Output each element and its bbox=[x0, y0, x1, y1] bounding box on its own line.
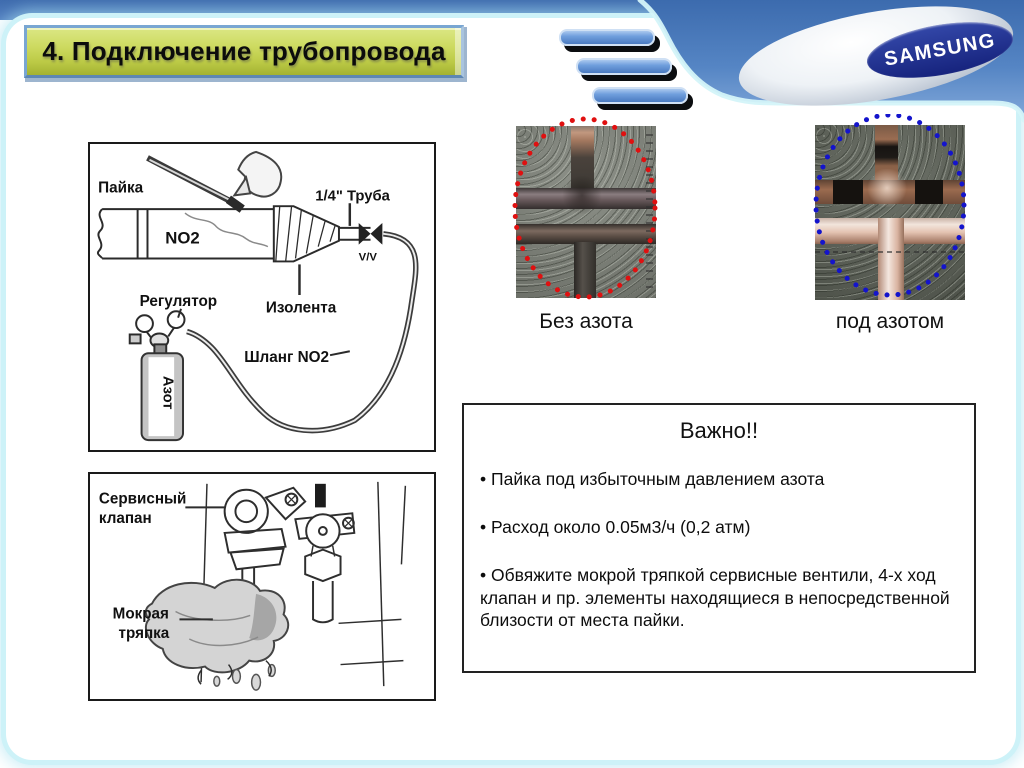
label-quarter-pipe: 1/4" Труба bbox=[315, 188, 390, 205]
photo-without-nitrogen-image bbox=[516, 126, 656, 298]
label-regulator: Регулятор bbox=[139, 292, 218, 310]
label-hose: Шланг NO2 bbox=[244, 349, 330, 367]
pipe-horizontal-lower bbox=[516, 224, 656, 244]
heat-band-left bbox=[833, 180, 863, 204]
important-body bbox=[480, 468, 960, 631]
scale-marks bbox=[646, 134, 653, 294]
important-note-box bbox=[462, 403, 976, 673]
slide-title-banner bbox=[24, 25, 464, 78]
important-bullet-2 bbox=[480, 516, 960, 538]
photo-with-nitrogen-image bbox=[815, 125, 965, 300]
decor-stripe-1 bbox=[559, 29, 655, 46]
heat-band-right bbox=[915, 180, 943, 204]
label-service-valve-2: клапан bbox=[98, 510, 152, 528]
photo-without-nitrogen bbox=[508, 116, 664, 306]
oxidized-joint bbox=[561, 176, 603, 214]
brazing-diagram bbox=[90, 144, 430, 446]
decor-stripe-3 bbox=[592, 87, 688, 104]
label-without-nitrogen: Без азота bbox=[539, 310, 633, 333]
label-valve: V/V bbox=[358, 251, 377, 264]
important-bullet-1-text: Пайка под избыточным давлением азота bbox=[491, 469, 825, 489]
important-bullet-2-text: Расход около 0.05м3/ч (0,2 атм) bbox=[491, 517, 751, 538]
pipe-vertical-bottom bbox=[574, 242, 596, 298]
important-bullet-3 bbox=[480, 564, 960, 631]
label-nitrogen: Азот bbox=[159, 375, 176, 410]
important-bullet-3-text: Обвяжите мокрой тряпкой сервисные вентили, 4-х ход клапан и пр. элементы находящиеся в непосредственной близости от места пайки. bbox=[480, 565, 950, 630]
photo-with-nitrogen bbox=[807, 114, 973, 306]
bullet-icon: • bbox=[480, 565, 487, 586]
scale-marks bbox=[815, 251, 965, 253]
label-service-valve-1: Сервисный bbox=[98, 490, 187, 508]
label-wet-rag-1: Мокрая bbox=[112, 605, 169, 623]
service-valve-diagram bbox=[90, 474, 430, 695]
brazing-diagram-box bbox=[88, 142, 436, 452]
label-gas: NO2 bbox=[165, 228, 200, 248]
label-wet-rag-2: тряпка bbox=[118, 625, 170, 643]
bullet-icon: • bbox=[480, 517, 487, 538]
important-bullet-1 bbox=[480, 468, 960, 490]
pipe-vertical-shiny bbox=[878, 218, 904, 300]
label-solder: Пайка bbox=[98, 179, 144, 197]
label-with-nitrogen: под азотом bbox=[835, 310, 945, 333]
important-title: Важно!! bbox=[679, 418, 759, 443]
slide-title: 4. Подключение трубопровода bbox=[42, 36, 446, 66]
label-tape: Изолента bbox=[265, 299, 337, 317]
decor-stripe-2 bbox=[576, 58, 672, 75]
samsung-logo-text: SAMSUNG bbox=[882, 28, 998, 71]
bullet-icon: • bbox=[480, 469, 487, 489]
solder-joint-bright bbox=[867, 169, 907, 207]
service-valve-diagram-box bbox=[88, 472, 436, 701]
